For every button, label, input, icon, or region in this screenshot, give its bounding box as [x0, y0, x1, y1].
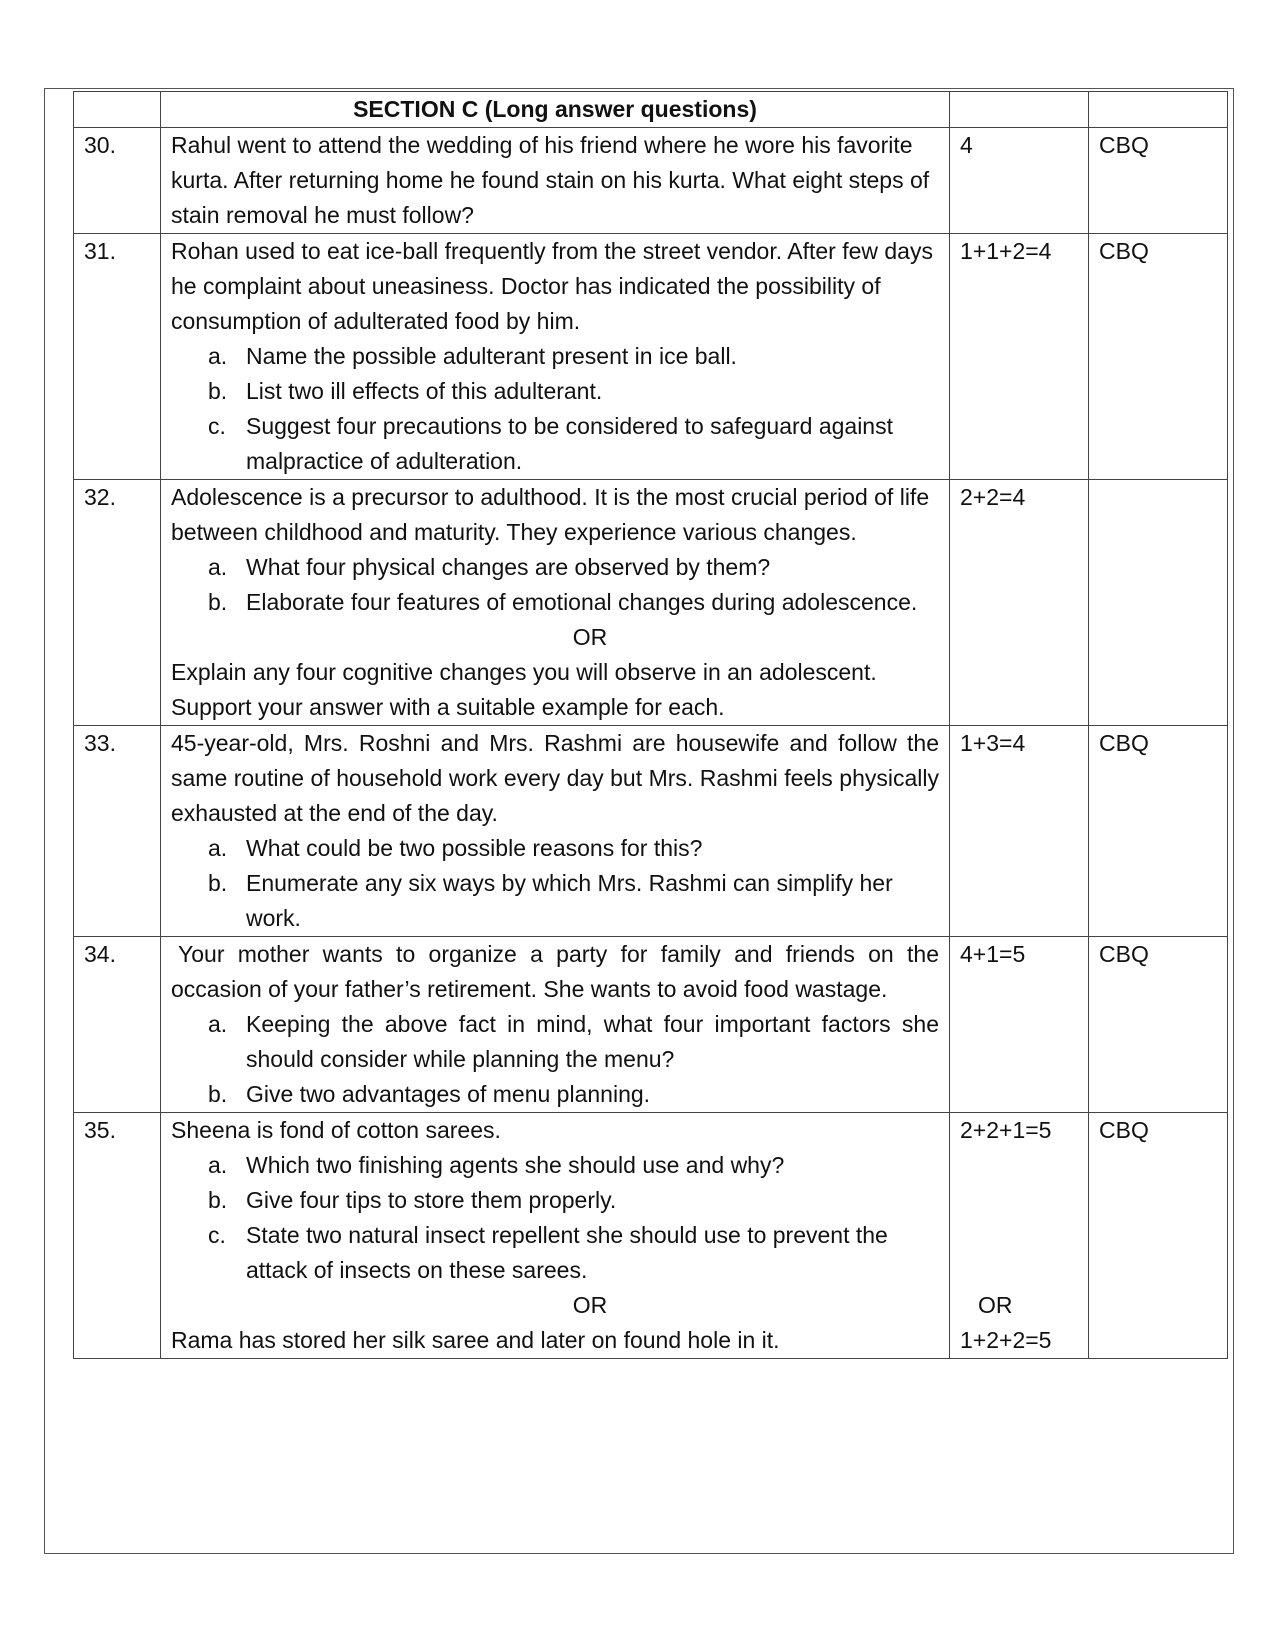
question-number: 34.: [74, 937, 161, 1113]
question-stem: Rahul went to attend the wedding of his friend where he wore his favorite kurta. After returning home he found stain on his kurta. What eight steps of stain removal he must follow?: [171, 132, 930, 228]
question-stem: Your mother wants to organize a party for family and friends on the occasion of your father’s retirement. She wants to avoid food wastage.: [171, 941, 939, 1002]
alternative-question: Rama has stored her silk saree and later on found hole in it.: [171, 1327, 780, 1353]
question-type: CBQ: [1089, 937, 1228, 1113]
sub-question-list: [171, 831, 939, 936]
section-header-row: [74, 92, 1228, 128]
question-text: [161, 234, 950, 480]
question-text: [161, 726, 950, 937]
question-marks: 1+3=4: [950, 726, 1089, 937]
sub-question: b. Elaborate four features of emotional changes during adolescence.: [208, 589, 918, 615]
marks-main: 2+2+1=5: [960, 1117, 1052, 1143]
question-row-31: [74, 234, 1228, 480]
question-number: 35.: [74, 1113, 161, 1359]
sub-question: b. Give four tips to store them properly.: [208, 1187, 617, 1213]
question-text: [161, 480, 950, 726]
sub-question: b. Enumerate any six ways by which Mrs. Rashmi can simplify her work.: [208, 870, 893, 931]
question-type: CBQ: [1089, 726, 1228, 937]
question-text: [161, 1113, 950, 1359]
question-type: [1089, 480, 1228, 726]
question-row-34: [74, 937, 1228, 1113]
question-stem: 45-year-old, Mrs. Roshni and Mrs. Rashmi are housewife and follow the same routine of household work every day but Mrs. Rashmi feels physically exhausted at the end of the day.: [171, 730, 939, 826]
question-marks: 4: [950, 128, 1089, 234]
question-type: CBQ: [1089, 128, 1228, 234]
question-text: [161, 937, 950, 1113]
question-stem: Sheena is fond of cotton sarees.: [171, 1117, 501, 1143]
marks-or: OR: [978, 1292, 1013, 1318]
question-number: 33.: [74, 726, 161, 937]
alternative-question: Explain any four cognitive changes you will observe in an adolescent. Support your answer with a suitable example for each.: [171, 659, 877, 720]
question-marks: 4+1=5: [950, 937, 1089, 1113]
sub-question: a. What four physical changes are observed by them?: [208, 554, 771, 580]
marks-alternative: 1+2+2=5: [960, 1327, 1052, 1353]
sub-question: a. Which two finishing agents she should use and why?: [208, 1152, 785, 1178]
question-text: [161, 128, 950, 234]
question-row-30: [74, 128, 1228, 234]
type-header-cell: [1089, 92, 1228, 128]
sub-question: a. What could be two possible reasons for this?: [208, 835, 703, 861]
sub-question-list: [171, 550, 939, 620]
question-marks: 2+2=4: [950, 480, 1089, 726]
question-type: CBQ: [1089, 1113, 1228, 1359]
sub-question: c. Suggest four precautions to be considered to safeguard against malpractice of adulteration.: [208, 413, 893, 474]
sub-question-list: [171, 1007, 939, 1112]
question-number: 30.: [74, 128, 161, 234]
sub-question: a. Name the possible adulterant present in ice ball.: [208, 343, 737, 369]
num-header-cell: [74, 92, 161, 128]
question-row-33: [74, 726, 1228, 937]
question-table: [73, 91, 1228, 1359]
marks-header-cell: [950, 92, 1089, 128]
question-number: 32.: [74, 480, 161, 726]
sub-question: c. State two natural insect repellent she should use to prevent the attack of insects on these sarees.: [208, 1222, 888, 1283]
question-number: 31.: [74, 234, 161, 480]
question-type: CBQ: [1089, 234, 1228, 480]
question-row-32: [74, 480, 1228, 726]
sub-question: b. Give two advantages of menu planning.: [208, 1081, 651, 1107]
question-row-35: [74, 1113, 1228, 1359]
sub-question-list: [171, 1148, 939, 1288]
sub-question: b. List two ill effects of this adulterant.: [208, 378, 603, 404]
question-marks: 1+1+2=4: [950, 234, 1089, 480]
or-separator: OR: [572, 1292, 608, 1318]
question-stem: Adolescence is a precursor to adulthood. It is the most crucial period of life between childhood and maturity. They experience various changes.: [171, 484, 930, 545]
sub-question-list: [171, 339, 939, 479]
question-marks: [950, 1113, 1089, 1359]
section-title: SECTION C (Long answer questions): [161, 92, 950, 128]
question-stem: Rohan used to eat ice-ball frequently from the street vendor. After few days he complaint about uneasiness. Doctor has indicated the possibility of consumption of adulterated food by him.: [171, 238, 933, 334]
sub-question: a. Keeping the above fact in mind, what four important factors she should consider while planning the menu?: [208, 1011, 939, 1072]
or-separator: OR: [572, 624, 608, 650]
